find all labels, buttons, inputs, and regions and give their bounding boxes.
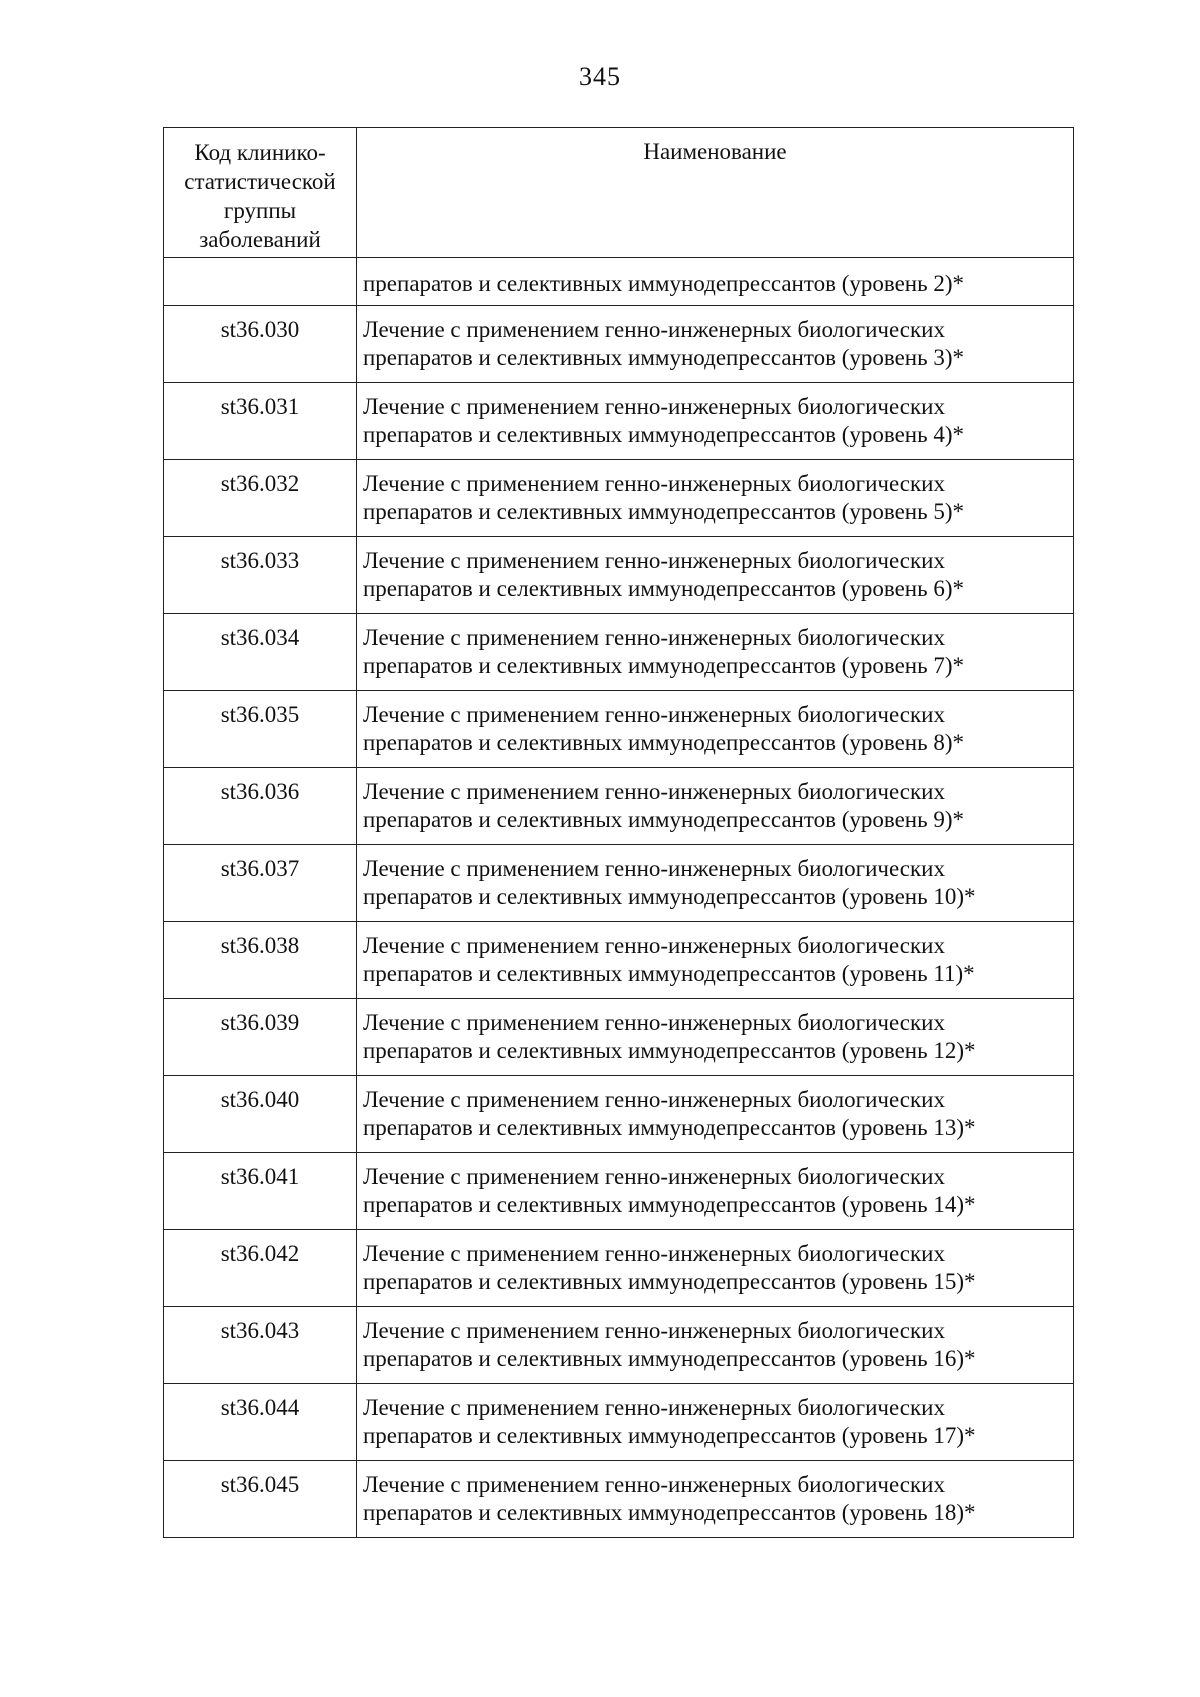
row-name-line: Лечение с применением генно-инженерных биологических xyxy=(363,1010,945,1035)
table-row xyxy=(164,922,1074,999)
row-name xyxy=(357,1384,1074,1461)
row-name-line: препаратов и селективных иммунодепрессантов (уровень 15)* xyxy=(363,1269,976,1294)
row-name xyxy=(357,1307,1074,1384)
table-row xyxy=(164,1461,1074,1538)
table-row xyxy=(164,383,1074,460)
row-name-line: препаратов и селективных иммунодепрессантов (уровень 16)* xyxy=(363,1346,976,1371)
row-name xyxy=(357,845,1074,922)
table-row xyxy=(164,845,1074,922)
row-code: st36.035 xyxy=(164,691,357,768)
row-name-line: препаратов и селективных иммунодепрессантов (уровень 18)* xyxy=(363,1500,976,1525)
row-name-line: Лечение с применением генно-инженерных биологических xyxy=(363,394,945,419)
header-name: Наименование xyxy=(357,128,1074,258)
row-code: st36.043 xyxy=(164,1307,357,1384)
row-name xyxy=(357,768,1074,845)
row-name xyxy=(357,1230,1074,1307)
row-name-line: препаратов и селективных иммунодепрессантов (уровень 7)* xyxy=(363,653,964,678)
table-row xyxy=(164,460,1074,537)
table-row xyxy=(164,1153,1074,1230)
row-name-line: Лечение с применением генно-инженерных биологических xyxy=(363,1318,945,1343)
table-row xyxy=(164,306,1074,383)
row-name-line: препаратов и селективных иммунодепрессантов (уровень 2)* xyxy=(363,271,964,296)
row-name xyxy=(357,306,1074,383)
row-code: st36.036 xyxy=(164,768,357,845)
row-name xyxy=(357,999,1074,1076)
row-code: st36.044 xyxy=(164,1384,357,1461)
row-name xyxy=(357,614,1074,691)
row-name-line: Лечение с применением генно-инженерных биологических xyxy=(363,548,945,573)
header-code-line: Код клинико- xyxy=(194,140,326,165)
row-code: st36.042 xyxy=(164,1230,357,1307)
row-code: st36.030 xyxy=(164,306,357,383)
row-code: st36.045 xyxy=(164,1461,357,1538)
row-name-line: Лечение с применением генно-инженерных биологических xyxy=(363,1241,945,1266)
row-name-line: препаратов и селективных иммунодепрессантов (уровень 12)* xyxy=(363,1038,976,1063)
row-code: st36.037 xyxy=(164,845,357,922)
row-name-line: Лечение с применением генно-инженерных биологических xyxy=(363,1472,945,1497)
table-row xyxy=(164,614,1074,691)
row-code xyxy=(164,258,357,306)
row-name xyxy=(357,383,1074,460)
row-name-line: Лечение с применением генно-инженерных биологических xyxy=(363,471,945,496)
row-name xyxy=(357,537,1074,614)
row-name-line: препаратов и селективных иммунодепрессантов (уровень 4)* xyxy=(363,422,964,447)
row-name-line: Лечение с применением генно-инженерных биологических xyxy=(363,702,945,727)
table-row xyxy=(164,1230,1074,1307)
header-code-line: статистической xyxy=(184,169,336,194)
table-header-row xyxy=(164,128,1074,258)
header-code xyxy=(164,128,357,258)
table-row xyxy=(164,537,1074,614)
row-name-line: Лечение с применением генно-инженерных биологических xyxy=(363,625,945,650)
table-row xyxy=(164,1384,1074,1461)
row-name-line: препаратов и селективных иммунодепрессантов (уровень 17)* xyxy=(363,1423,976,1448)
row-code: st36.032 xyxy=(164,460,357,537)
row-name-line: препаратов и селективных иммунодепрессантов (уровень 11)* xyxy=(363,961,975,986)
classification-table xyxy=(163,127,1074,1538)
row-name-line: Лечение с применением генно-инженерных биологических xyxy=(363,317,945,342)
row-name-line: Лечение с применением генно-инженерных биологических xyxy=(363,856,945,881)
row-name-line: Лечение с применением генно-инженерных биологических xyxy=(363,779,945,804)
row-name xyxy=(357,1076,1074,1153)
row-name xyxy=(357,922,1074,999)
row-code: st36.041 xyxy=(164,1153,357,1230)
row-name-line: препаратов и селективных иммунодепрессантов (уровень 5)* xyxy=(363,499,964,524)
row-code: st36.034 xyxy=(164,614,357,691)
row-name-line: Лечение с применением генно-инженерных биологических xyxy=(363,1164,945,1189)
table-row xyxy=(164,999,1074,1076)
row-code: st36.039 xyxy=(164,999,357,1076)
row-name-line: препаратов и селективных иммунодепрессантов (уровень 8)* xyxy=(363,730,964,755)
row-name xyxy=(357,460,1074,537)
row-code: st36.038 xyxy=(164,922,357,999)
row-name-line: препаратов и селективных иммунодепрессантов (уровень 14)* xyxy=(363,1192,976,1217)
page-number: 345 xyxy=(579,62,621,91)
table-row xyxy=(164,1307,1074,1384)
table-row xyxy=(164,768,1074,845)
row-name-line: препаратов и селективных иммунодепрессантов (уровень 9)* xyxy=(363,807,964,832)
row-name-line: препаратов и селективных иммунодепрессантов (уровень 6)* xyxy=(363,576,964,601)
row-name-line: Лечение с применением генно-инженерных биологических xyxy=(363,1087,945,1112)
row-name xyxy=(357,1153,1074,1230)
header-code-line: группы xyxy=(223,198,297,223)
row-name-line: Лечение с применением генно-инженерных биологических xyxy=(363,933,945,958)
row-name-line: препаратов и селективных иммунодепрессантов (уровень 10)* xyxy=(363,884,976,909)
header-code-line: заболеваний xyxy=(199,227,321,252)
row-name-line: препаратов и селективных иммунодепрессантов (уровень 3)* xyxy=(363,345,964,370)
row-code: st36.031 xyxy=(164,383,357,460)
row-name-line: препаратов и селективных иммунодепрессантов (уровень 13)* xyxy=(363,1115,976,1140)
row-name xyxy=(357,1461,1074,1538)
row-name xyxy=(357,258,1074,306)
row-name-line: Лечение с применением генно-инженерных биологических xyxy=(363,1395,945,1420)
table-row xyxy=(164,1076,1074,1153)
table-row-continuation xyxy=(164,258,1074,306)
table-row xyxy=(164,691,1074,768)
row-code: st36.033 xyxy=(164,537,357,614)
row-name xyxy=(357,691,1074,768)
row-code: st36.040 xyxy=(164,1076,357,1153)
